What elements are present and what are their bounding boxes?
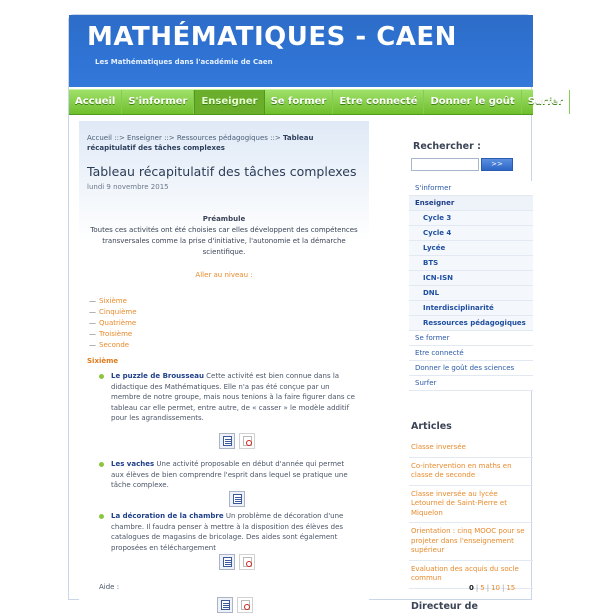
sidebar-subitem-interdisciplinarite[interactable]: Interdisciplinarité bbox=[409, 301, 533, 316]
nav-enseigner[interactable]: Enseigner bbox=[194, 90, 264, 114]
sidebar-subitem-dnl[interactable]: DNL bbox=[409, 286, 533, 301]
download-icons bbox=[229, 491, 245, 507]
download-icons bbox=[219, 433, 255, 449]
sidebar-item-sinformer[interactable]: S'informer bbox=[409, 181, 533, 196]
level-link-cinquieme[interactable]: — Cinquième bbox=[89, 308, 137, 316]
breadcrumb-current: Tableau récapitulatif des tâches complexes bbox=[87, 134, 314, 152]
sidebar-item-surfer[interactable]: Surfer bbox=[409, 376, 533, 391]
articles-title: Articles bbox=[411, 421, 452, 432]
site-title[interactable]: MATHÉMATIQUES - CAEN bbox=[87, 22, 457, 52]
sidebar-item-donner-le-gout[interactable]: Donner le goût des sciences bbox=[409, 361, 533, 376]
nav-sinformer[interactable]: S'informer bbox=[122, 90, 194, 114]
sidebar-subitem-cycle3[interactable]: Cycle 3 bbox=[409, 211, 533, 226]
sidebar-subitem-ressources[interactable]: Ressources pédagogiques bbox=[409, 316, 533, 331]
sidebar-subitem-lycee[interactable]: Lycée bbox=[409, 241, 533, 256]
sidebar-item-enseigner[interactable]: Enseigner bbox=[409, 196, 533, 211]
article-link[interactable]: Classe inversée au lycée Letournel de Saint-Pierre et Miquelon bbox=[409, 486, 533, 524]
aide-label: Aide : bbox=[99, 583, 120, 591]
site-header bbox=[69, 15, 533, 87]
activity-description: Un problème de décoration d'une chambre. Il faudra penser à mettre à la disposition des élèves des catalogues de magasins de bricolage. Des aides sont également proposées en téléchargement bbox=[111, 512, 344, 552]
sidebar-subitem-icn-isn[interactable]: ICN-ISN bbox=[409, 271, 533, 286]
pager-link[interactable]: 10 bbox=[491, 584, 500, 592]
bullet-icon bbox=[99, 374, 104, 379]
level-link-troisieme[interactable]: — Troisième bbox=[89, 330, 133, 338]
activity-title-link[interactable]: Le puzzle de Brousseau bbox=[111, 372, 204, 380]
nav-etre-connecte[interactable]: Etre connecté bbox=[333, 90, 424, 114]
nav-donner-le-gout[interactable]: Donner le goût bbox=[424, 90, 521, 114]
pdf-icon[interactable] bbox=[239, 554, 255, 570]
article-link[interactable]: Classe inversée bbox=[409, 439, 533, 458]
level-link-sixieme[interactable]: — Sixième bbox=[89, 297, 127, 305]
preamble-title: Préambule bbox=[202, 215, 246, 223]
search-button[interactable]: >> bbox=[481, 158, 513, 171]
document-icon[interactable] bbox=[229, 491, 245, 507]
article-link[interactable]: Co-intervention en maths en classe de seconde bbox=[409, 458, 533, 486]
aller-au-niveau-label: Aller au niveau : bbox=[195, 271, 253, 279]
level-link-seconde[interactable]: — Seconde bbox=[89, 341, 130, 349]
sidebar-item-se-former[interactable]: Se former bbox=[409, 331, 533, 346]
directeur-title: Directeur de bbox=[411, 601, 478, 612]
article-link[interactable]: Evaluation des acquis du socle commun bbox=[409, 561, 533, 589]
section-heading-sixieme: Sixième bbox=[87, 357, 119, 365]
main-nav bbox=[69, 89, 564, 115]
main-content bbox=[79, 121, 369, 601]
articles-pager: 0 | 5 | 10 | 15 bbox=[469, 584, 516, 592]
download-icons bbox=[219, 554, 255, 570]
nav-se-former[interactable]: Se former bbox=[265, 90, 334, 114]
nav-accueil[interactable]: Accueil bbox=[69, 90, 122, 114]
pager-link[interactable]: 5 bbox=[480, 584, 485, 592]
download-icons bbox=[217, 597, 253, 613]
page bbox=[68, 14, 564, 612]
sidebar-subitem-cycle4[interactable]: Cycle 4 bbox=[409, 226, 533, 241]
preamble-text: Toutes ces activités ont été choisies car elles développent des compétences transversales comme la prise d'initiative, l'autonomie et la démarche scientifique. bbox=[90, 226, 358, 256]
article-link[interactable]: Orientation : cinq MOOC pour se projeter dans l'enseignement supérieur bbox=[409, 523, 533, 561]
nav-surfer[interactable]: Surfer bbox=[522, 90, 570, 114]
activity-description: Une activité proposable en début d'année qui permet aux élèves de bien comprendre l'esprit dans lequel se pratique une tâche complexe. bbox=[111, 460, 348, 489]
sidebar-item-etre-connecte[interactable]: Etre connecté bbox=[409, 346, 533, 361]
pdf-icon[interactable] bbox=[239, 433, 255, 449]
pager-current: 0 bbox=[469, 584, 474, 592]
article-date: lundi 9 novembre 2015 bbox=[87, 183, 169, 191]
breadcrumb bbox=[87, 133, 363, 153]
articles-list bbox=[409, 439, 533, 589]
article-title: Tableau récapitulatif des tâches complexes bbox=[87, 164, 357, 179]
document-icon[interactable] bbox=[219, 433, 235, 449]
sidebar bbox=[409, 121, 533, 612]
document-icon[interactable] bbox=[217, 597, 233, 613]
document-icon[interactable] bbox=[219, 554, 235, 570]
pager-link[interactable]: 15 bbox=[506, 584, 516, 592]
sidebar-subitem-bts[interactable]: BTS bbox=[409, 256, 533, 271]
site-subtitle: Les Mathématiques dans l'académie de Caen bbox=[95, 58, 273, 66]
activity-description: Cette activité est bien connue dans la didactique des Mathématiques. Elle n'a pas été conçue par un membre de notre groupe, mais nous tenions à la faire figurer dans ce tableau car elle permet, entre autre, de « casser » le modèle additif pour les agrandissements. bbox=[111, 372, 355, 422]
bullet-icon bbox=[99, 462, 104, 467]
sidebar-menu bbox=[409, 181, 533, 391]
level-links bbox=[89, 296, 137, 351]
breadcrumb-links[interactable]: Accueil ::> Enseigner ::> Ressources pédagogiques ::> bbox=[87, 134, 283, 142]
level-link-quatrieme[interactable]: — Quatrième bbox=[89, 319, 137, 327]
activity-title-link[interactable]: La décoration de la chambre bbox=[111, 512, 224, 520]
activity-title-link[interactable]: Les vaches bbox=[111, 460, 155, 468]
pdf-icon[interactable] bbox=[237, 597, 253, 613]
bullet-icon bbox=[99, 514, 104, 519]
search-title: Rechercher : bbox=[413, 141, 481, 152]
search-input[interactable] bbox=[411, 158, 479, 171]
